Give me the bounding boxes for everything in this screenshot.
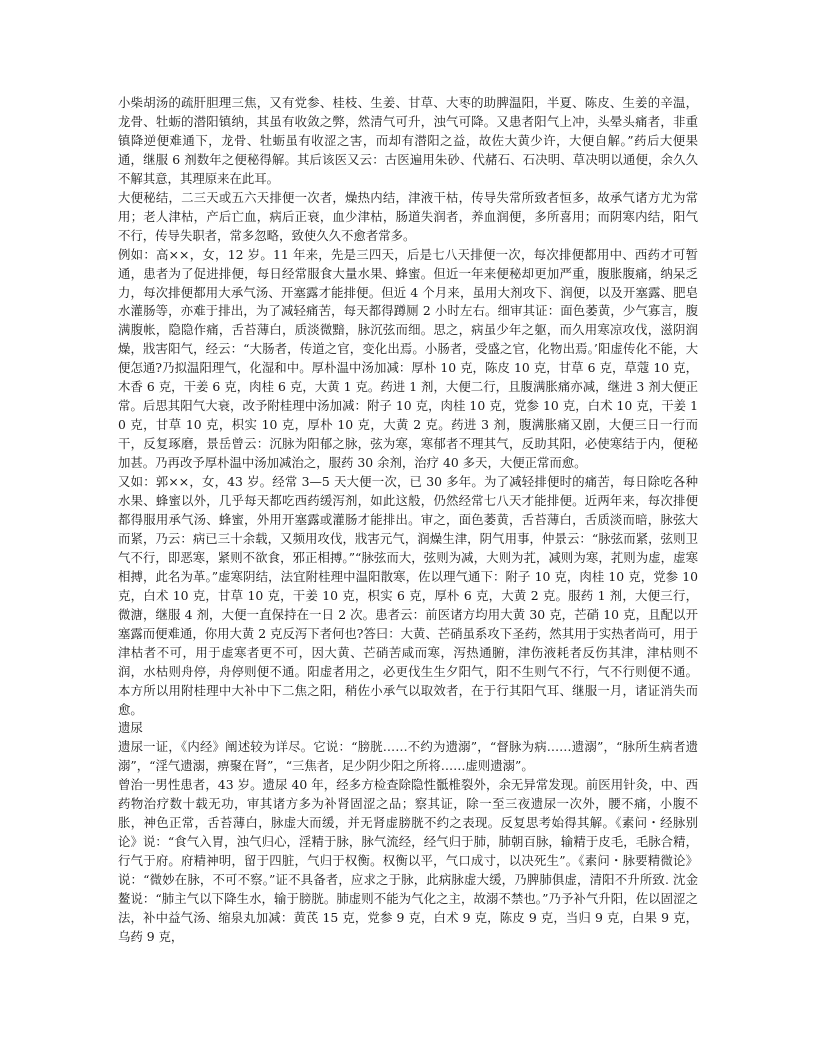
paragraph: 又如：郭××，女，43 岁。经常 3—5 天大便一次，已 30 多年。为了减轻排便时的痛苦，每日除吃各种水果、蜂蜜以外，几乎每天都吃西药缓泻剂，如此这般，仍然经常七八天才能排便。近两年来，每次排便都得服用承气汤、蜂蜜，外用开塞露或灌肠才能排出。审之，面色萎黄，舌苔薄白，舌质淡而暗，脉弦大而紧，乃云：病已三十余载，又频用攻伐，戕害元气，润燥生津，阴气用事，仲景云：“脉弦而紧，弦则卫气不行，即恶寒，紧则不欲食，邪正相搏。”“脉弦而大，弦则为减，大则为芤，减则为寒，芤则为虚，虚寒相搏，此名为革。”虚寒阴结，法宜附桂理中温阳散寒，佐以理气通下：附子 10 克，肉桂 10 克，党参 10 克，白术 10 克，甘草 10 克，干姜 10 克，枳实 6 克，厚朴 6 克，大黄 2 克。服药 1 剂，大便三行，微溏，继服 4 剂，大便一直保持在一日 2 次。患者云：前医诸方均用大黄 30 克，芒硝 10 克，且配以开塞露而便难通，你用大黄 2 克反泻下者何也?答曰：大黄、芒硝虽系攻下圣药，然其用于实热者尚可，用于津枯者不可，用于虚寒者更不可，因大黄、芒硝苦咸而寒，泻热通腑，津伤液耗者反伤其津，津枯则不润，水枯则舟停，舟停则便不通。阳虚者用之，必更伐生生夕阳气，阳不生则气不行，气不行则便不通。本方所以用附桂理中大补中下二焦之阳，稍佐小承气以取效者，在于行其阳气耳、继服一月，诸证消失而愈。 (118, 474, 698, 717)
section-heading: 遗尿 (118, 720, 143, 736)
paragraph: 小柴胡汤的疏肝胆理三焦，又有党参、桂枝、生姜、甘草、大枣的助脾温阳，半夏、陈皮、生姜的辛温，龙骨、牡蛎的潜阳镇纳，其虽有收敛之弊，然清气可升，浊气可降。又患者阳气上冲，头晕头痛者，非重镇降逆便难通下，龙骨、牡蛎虽有收涩之害，而却有潜阳之益，故佐大黄少许，大便自解。”药后大便果通，继服 6 剂数年之便秘得解。其后该医又云：古医遍用朱砂、代赭石、石决明、草决明以通便，余久久不解其意，其理原来在此耳。 (118, 95, 698, 186)
paragraph: 大便秘结，二三天或五六天排便一次者，燥热内结，津液干枯，传导失常所致者恒多，故承气诸方尤为常用；老人津枯，产后亡血，病后正衰，血少津枯，肠道失润者，养血润便，多所喜用；而阴寒内结，阳气不行，传导失职者，常多忽略，致使久久不愈者常多。 (118, 189, 698, 243)
document-body (118, 94, 698, 947)
paragraph: 遗尿一证，《内经》阐述较为详尽。它说：“膀胱……不约为遗溺”，“督脉为病……遗溺”，“脉所生病者遗溺”，“淫气遗溺，痹聚在肾”，“三焦者，足少阴少阳之所将……虚则遗溺”。 (118, 739, 698, 774)
paragraph: 例如：高××，女，12 岁。11 年来，先是三四天，后是七八天排便一次，每次排便都用中、西药才可暂通，患者为了促进排便，每日经常服食大量水果、蜂蜜。但近一年来便秘却更加严重，腹胀腹痛，纳呆乏力，每次排便都用大承气汤、开塞露才能排便。但近 4 个月来，虽用大剂攻下、润便，以及开塞露、肥皂水灌肠等，亦难于排出，为了减轻痛苦，每天都得蹲厕 2 小时左右。细审其证：面色萎黄，少气寡言，腹满腹帐，隐隐作痛，舌苔薄白，质淡微黯，脉沉弦而细。思之，病虽少年之躯，而久用寒凉攻伐，滋阴润燥，戕害阳气，经云：“大肠者，传道之官，变化出焉。小肠者，受盛之官，化物出焉。’阳虚传化不能，大便怎通?乃拟温阳理气，化湿和中。厚朴温中汤加减：厚朴 10 克，陈皮 10 克，甘草 6 克，草蔻 10 克，木香 6 克，干姜 6 克，肉桂 6 克，大黄 1 克。药进 1 剂，大便二行，且腹满胀痛亦减，继进 3 剂大便正常。后思其阳气大衰，改予附桂理中汤加减：附子 10 克，肉桂 10 克，党参 10 克，白术 10 克，干姜 10 克，甘草 10 克，枳实 10 克，厚朴 10 克，大黄 2 克。药进 3 剂，腹满胀痛又剧，大便三日一行而干，反复琢磨，景岳曾云：沉脉为阳郁之脉，弦为寒，寒郁者不理其气，反助其阳，必使寒结于内，便秘加甚。乃再改予厚朴温中汤加减治之，服药 30 余剂，治疗 40 多天，大便正常而愈。 (118, 246, 698, 471)
paragraph: 曾治一男性患者，43 岁。遗尿 40 年，经多方检查除隐性骶椎裂外，余无异常发现。前医用针灸，中、西药物治疗数十载无功，审其诸方多为补肾固涩之品；察其证，除一至三夜遗尿一次外，腰不痛，小腹不胀，神色正常，舌苔薄白，脉虚大而缓，并无肾虚膀胱不约之表现。反复思考始得其解。《素问・经脉别论》说：“食气入胃，浊气归心，淫精于脉，脉气流经，经气归于肺，肺朝百脉，输精于皮毛，毛脉合精，行气于府。府精神明，留于四脏，气归于权衡。权衡以平，气口成寸，以决死生”。《素问・脉要精微论》说：“微妙在脉，不可不察。”证不具备者，应求之于脉，此病脉虚大缓，乃脾肺俱虚，清阳不升所致. 沈金鳌说：“肺主气以下降生水，输于膀胱。肺虚则不能为气化之主，故溺不禁也。”乃予补气升阳，佐以固涩之法，补中益气汤、缩泉丸加减：黄芪 15 克，党参 9 克，白术 9 克，陈皮 9 克，当归 9 克，白果 9 克，乌药 9 克， (118, 777, 698, 944)
